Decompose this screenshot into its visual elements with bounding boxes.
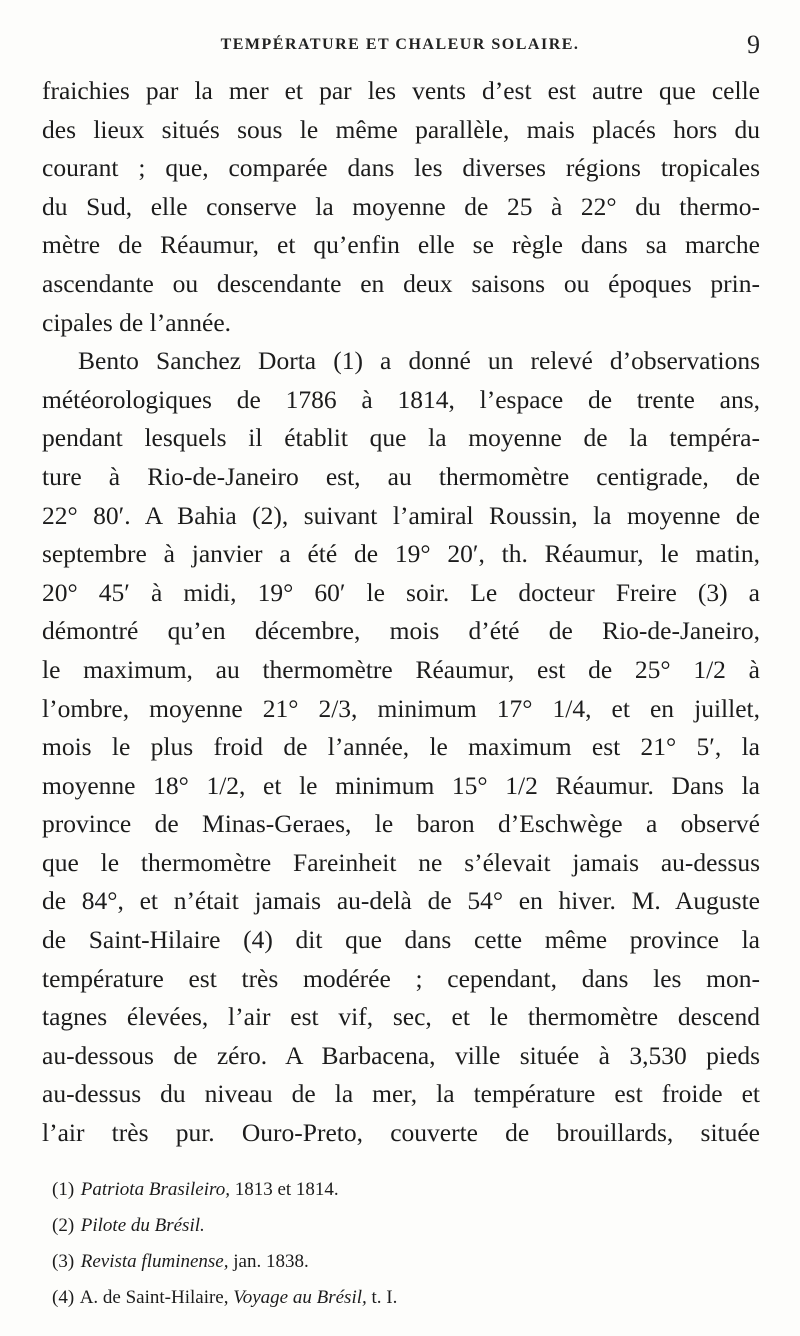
text-line: température est très modérée ; cependant, dans les mon- [42, 963, 760, 993]
text-line: météorologiques de 1786 à 1814, l’espace de trente ans, [42, 384, 760, 414]
text-line: tagnes élevées, l’air est vif, sec, et le thermomètre descend [42, 1002, 760, 1032]
footnote-3 [52, 1244, 752, 1280]
text-line: moyenne 18° 1/2, et le minimum 15° 1/2 Réaumur. Dans la [42, 770, 760, 800]
text-line: septembre à janvier a été de 19° 20′, th. Réaumur, le matin, [42, 539, 760, 569]
footnote-detail: t. I. [366, 1287, 398, 1308]
text-line: démontré qu’en décembre, mois d’été de Rio-de-Janeiro, [42, 616, 760, 646]
text-line: cipales de l’année. [42, 307, 232, 337]
text-line: que le thermomètre Fareinheit ne s’élevait jamais au-dessus [42, 847, 760, 877]
text-line: province de Minas-Geraes, le baron d’Eschwège a observé [42, 809, 760, 839]
footnote-author: A. de Saint-Hilaire, [79, 1287, 234, 1308]
text-line: Bento Sanchez Dorta (1) a donné un relevé d’observations [78, 346, 760, 376]
text-line: mois le plus froid de l’année, le maximum est 21° 5′, la [42, 732, 760, 762]
footnote-mark: (1) [52, 1179, 75, 1200]
footnote-source-title: Voyage au Brésil, [233, 1287, 367, 1308]
text-line: de Saint-Hilaire (4) dit que dans cette même province la [42, 925, 760, 955]
text-line: ascendante ou descendante en deux saisons ou époques prin- [42, 268, 760, 298]
text-line: 20° 45′ à midi, 19° 60′ le soir. Le docteur Freire (3) a [42, 577, 760, 607]
text-line: ture à Rio-de-Janeiro est, au thermomètre centigrade, de [42, 461, 760, 491]
running-title: TEMPÉRATURE ET CHALEUR SOLAIRE. [220, 36, 580, 53]
text-line: l’ombre, moyenne 21° 2/3, minimum 17° 1/4, et en juillet, [42, 693, 760, 723]
footnote-2 [52, 1208, 752, 1244]
page-number: 9 [747, 30, 760, 59]
text-line: l’air très pur. Ouro-Preto, couverte de brouillards, située [42, 1118, 760, 1148]
footnote-source-title: Patriota Brasileiro, [80, 1179, 230, 1200]
text-line: au-dessous de zéro. A Barbacena, ville située à 3,530 pieds [42, 1040, 760, 1070]
text-line: mètre de Réaumur, et qu’enfin elle se règle dans sa marche [42, 230, 760, 260]
text-line: courant ; que, comparée dans les diverses régions tropicales [42, 153, 760, 183]
text-line: 22° 80′. A Bahia (2), suivant l’amiral Roussin, la moyenne de [42, 500, 760, 530]
footnote-source-title: Revista fluminense, [80, 1251, 229, 1272]
footnote-detail: jan. 1838. [228, 1251, 309, 1272]
footnotes [52, 1172, 752, 1316]
footnote-mark: (2) [52, 1215, 75, 1236]
footnote-1 [52, 1172, 752, 1208]
page-header [40, 30, 760, 66]
text-line: du Sud, elle conserve la moyenne de 25 à 22° du thermo- [42, 191, 760, 221]
text-line: des lieux situés sous le même parallèle, mais placés hors du [42, 114, 760, 144]
footnote-mark: (4) [52, 1287, 75, 1308]
text-line: fraichies par la mer et par les vents d’est est autre que celle [42, 76, 760, 105]
footnote-detail: 1813 et 1814. [229, 1179, 339, 1200]
text-line: de 84°, et n’était jamais au-delà de 54° en hiver. M. Auguste [42, 886, 760, 916]
text-line: pendant lesquels il établit que la moyenne de la tempéra- [42, 423, 760, 453]
text-line: au-dessus du niveau de la mer, la température est froide et [42, 1079, 760, 1109]
footnote-source-title: Pilote du Brésil. [80, 1215, 205, 1236]
text-line: le maximum, au thermomètre Réaumur, est de 25° 1/2 à [42, 654, 760, 684]
footnote-mark: (3) [52, 1251, 75, 1272]
body-text [42, 72, 760, 1153]
footnote-4 [52, 1280, 752, 1316]
